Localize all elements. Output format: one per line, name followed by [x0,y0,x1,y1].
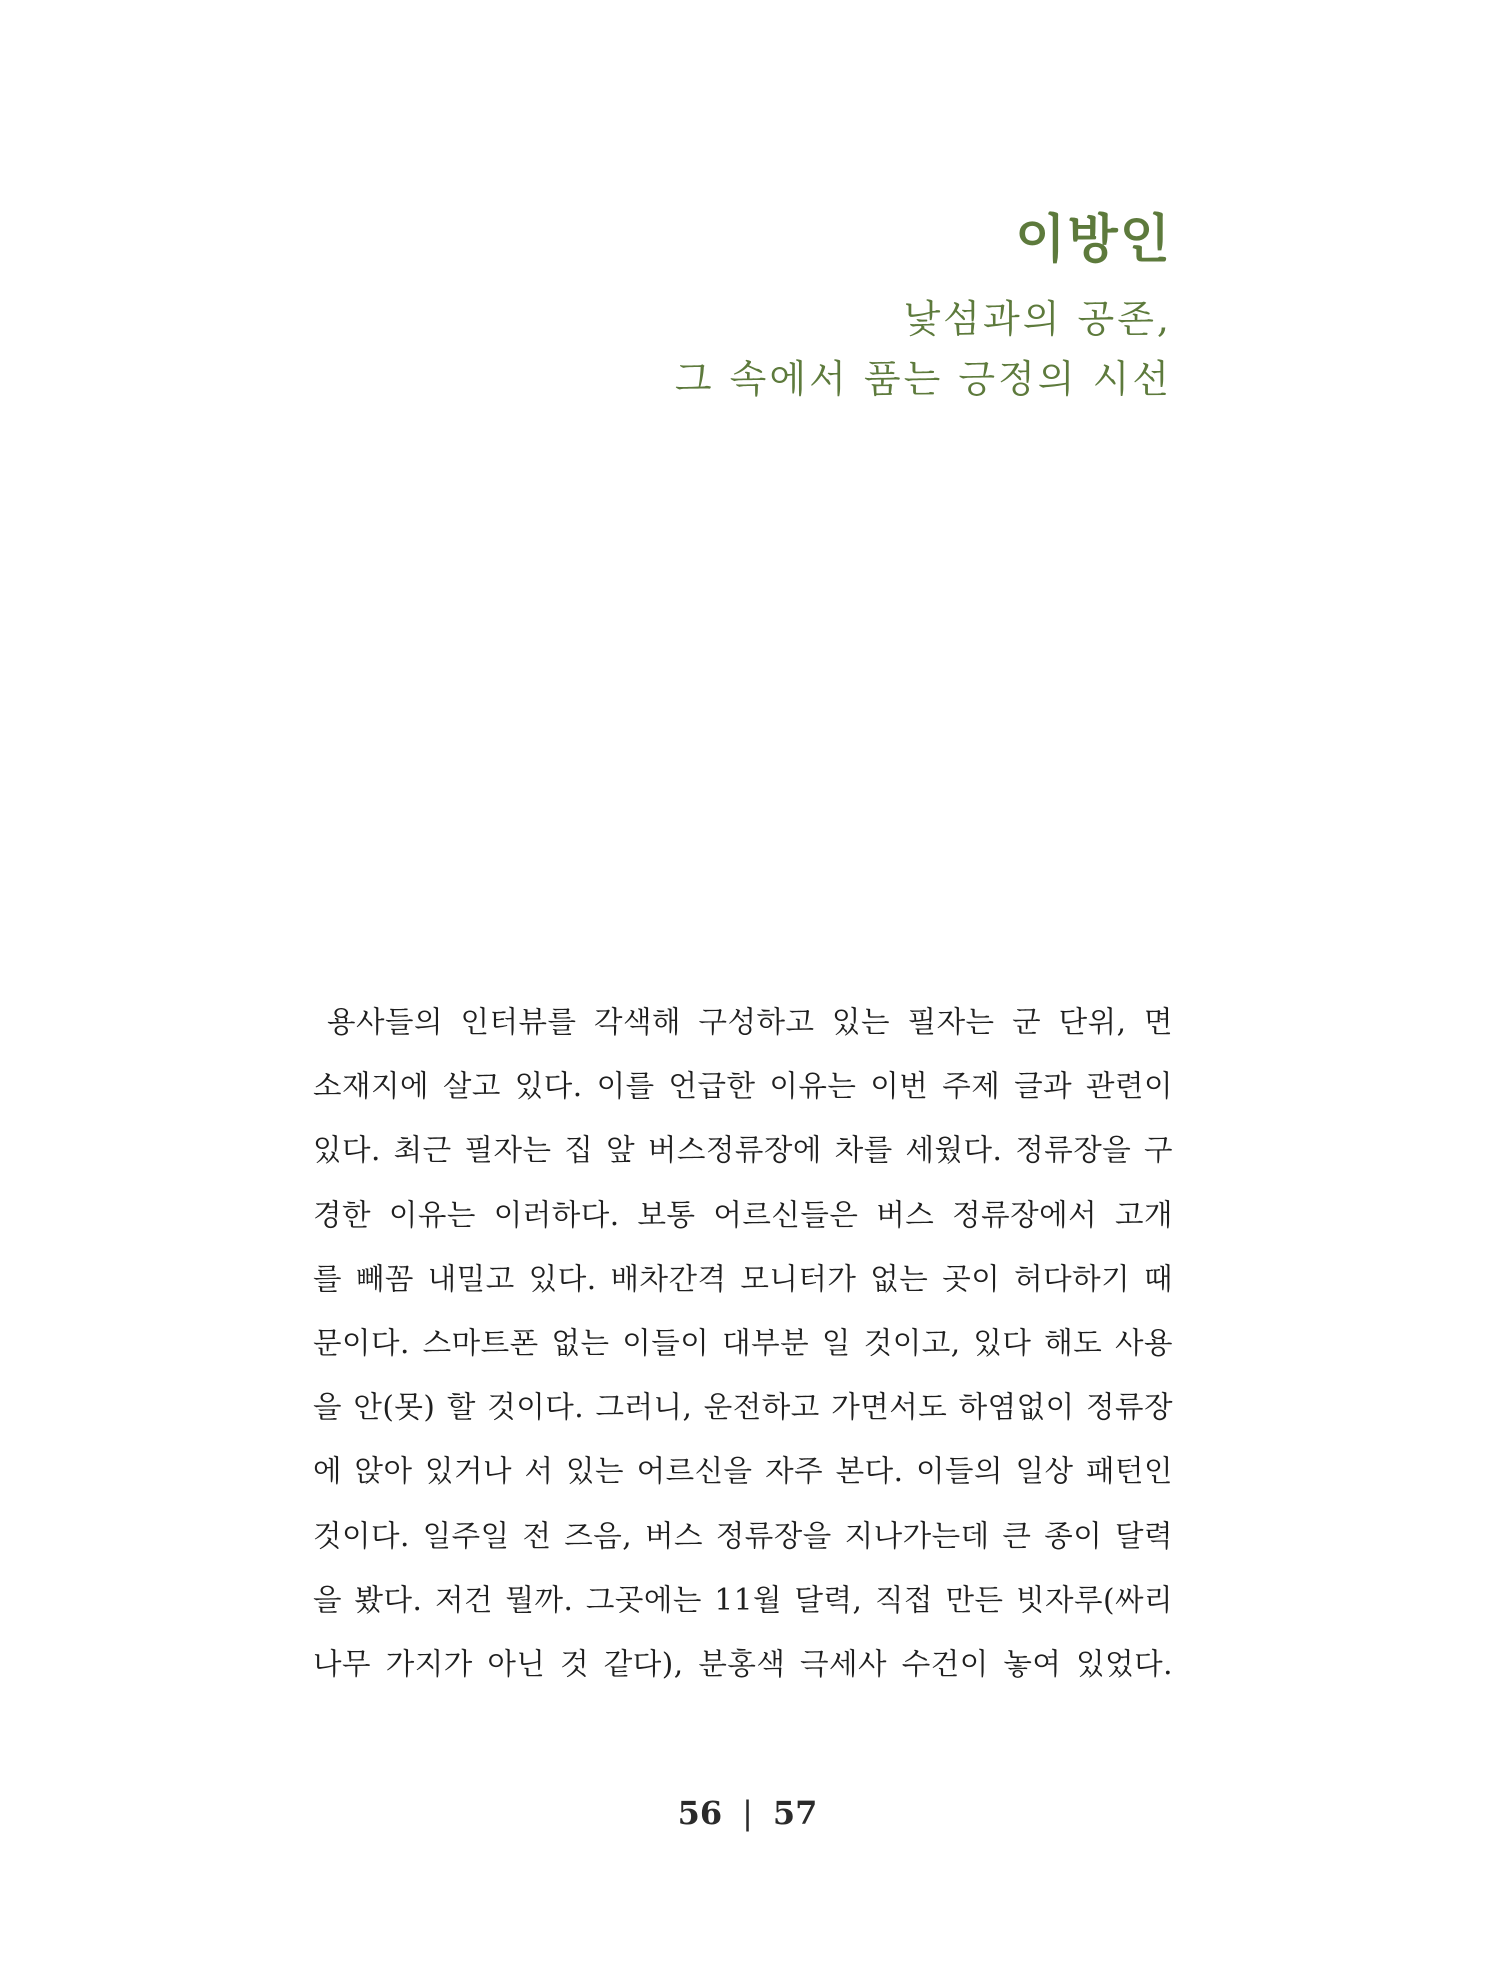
chapter-subtitle-line-2: 그 속에서 품는 긍정의 시선 [674,357,1172,401]
body-line: 문이다. 스마트폰 없는 이들이 대부분 일 것이고, 있다 해도 사용 [313,1326,1173,1361]
body-line: 를 빼꼼 내밀고 있다. 배차간격 모니터가 없는 곳이 허다하기 때 [313,1261,1173,1296]
body-line: 용사들의 인터뷰를 각색해 구성하고 있는 필자는 군 단위, 면 [327,1005,1173,1039]
page-number-left: 56 [677,1794,723,1832]
body-line: 소재지에 살고 있다. 이를 언급한 이유는 이번 주제 글과 관련이 [313,1069,1173,1104]
body-line: 것이다. 일주일 전 즈음, 버스 정류장을 지나가는데 큰 종이 달력 [313,1518,1173,1553]
page-number-separator: | [742,1794,753,1832]
page-number-right: 57 [772,1794,818,1832]
chapter-header [675,205,1172,409]
body-paragraph [313,990,1173,1696]
chapter-subtitle-line-1: 낯섬과의 공존, [903,297,1172,341]
body-line: 있다. 최근 필자는 집 앞 버스정류장에 차를 세웠다. 정류장을 구 [313,1133,1173,1168]
body-line: 경한 이유는 이러하다. 보통 어르신들은 버스 정류장에서 고개 [313,1197,1173,1232]
body-line: 을 안(못) 할 것이다. 그러니, 운전하고 가면서도 하염없이 정류장 [313,1390,1173,1425]
body-line: 에 앉아 있거나 서 있는 어르신을 자주 본다. 이들의 일상 패턴인 [313,1454,1173,1489]
chapter-title: 이방인 [1015,210,1172,270]
body-line: 나무 가지가 아닌 것 같다), 분홍색 극세사 수건이 놓여 있었다. [313,1647,1173,1682]
body-line: 을 봤다. 저건 뭘까. 그곳에는 11월 달력, 직접 만든 빗자루(싸리 [313,1582,1173,1617]
page-numbers [0,1793,1495,1833]
